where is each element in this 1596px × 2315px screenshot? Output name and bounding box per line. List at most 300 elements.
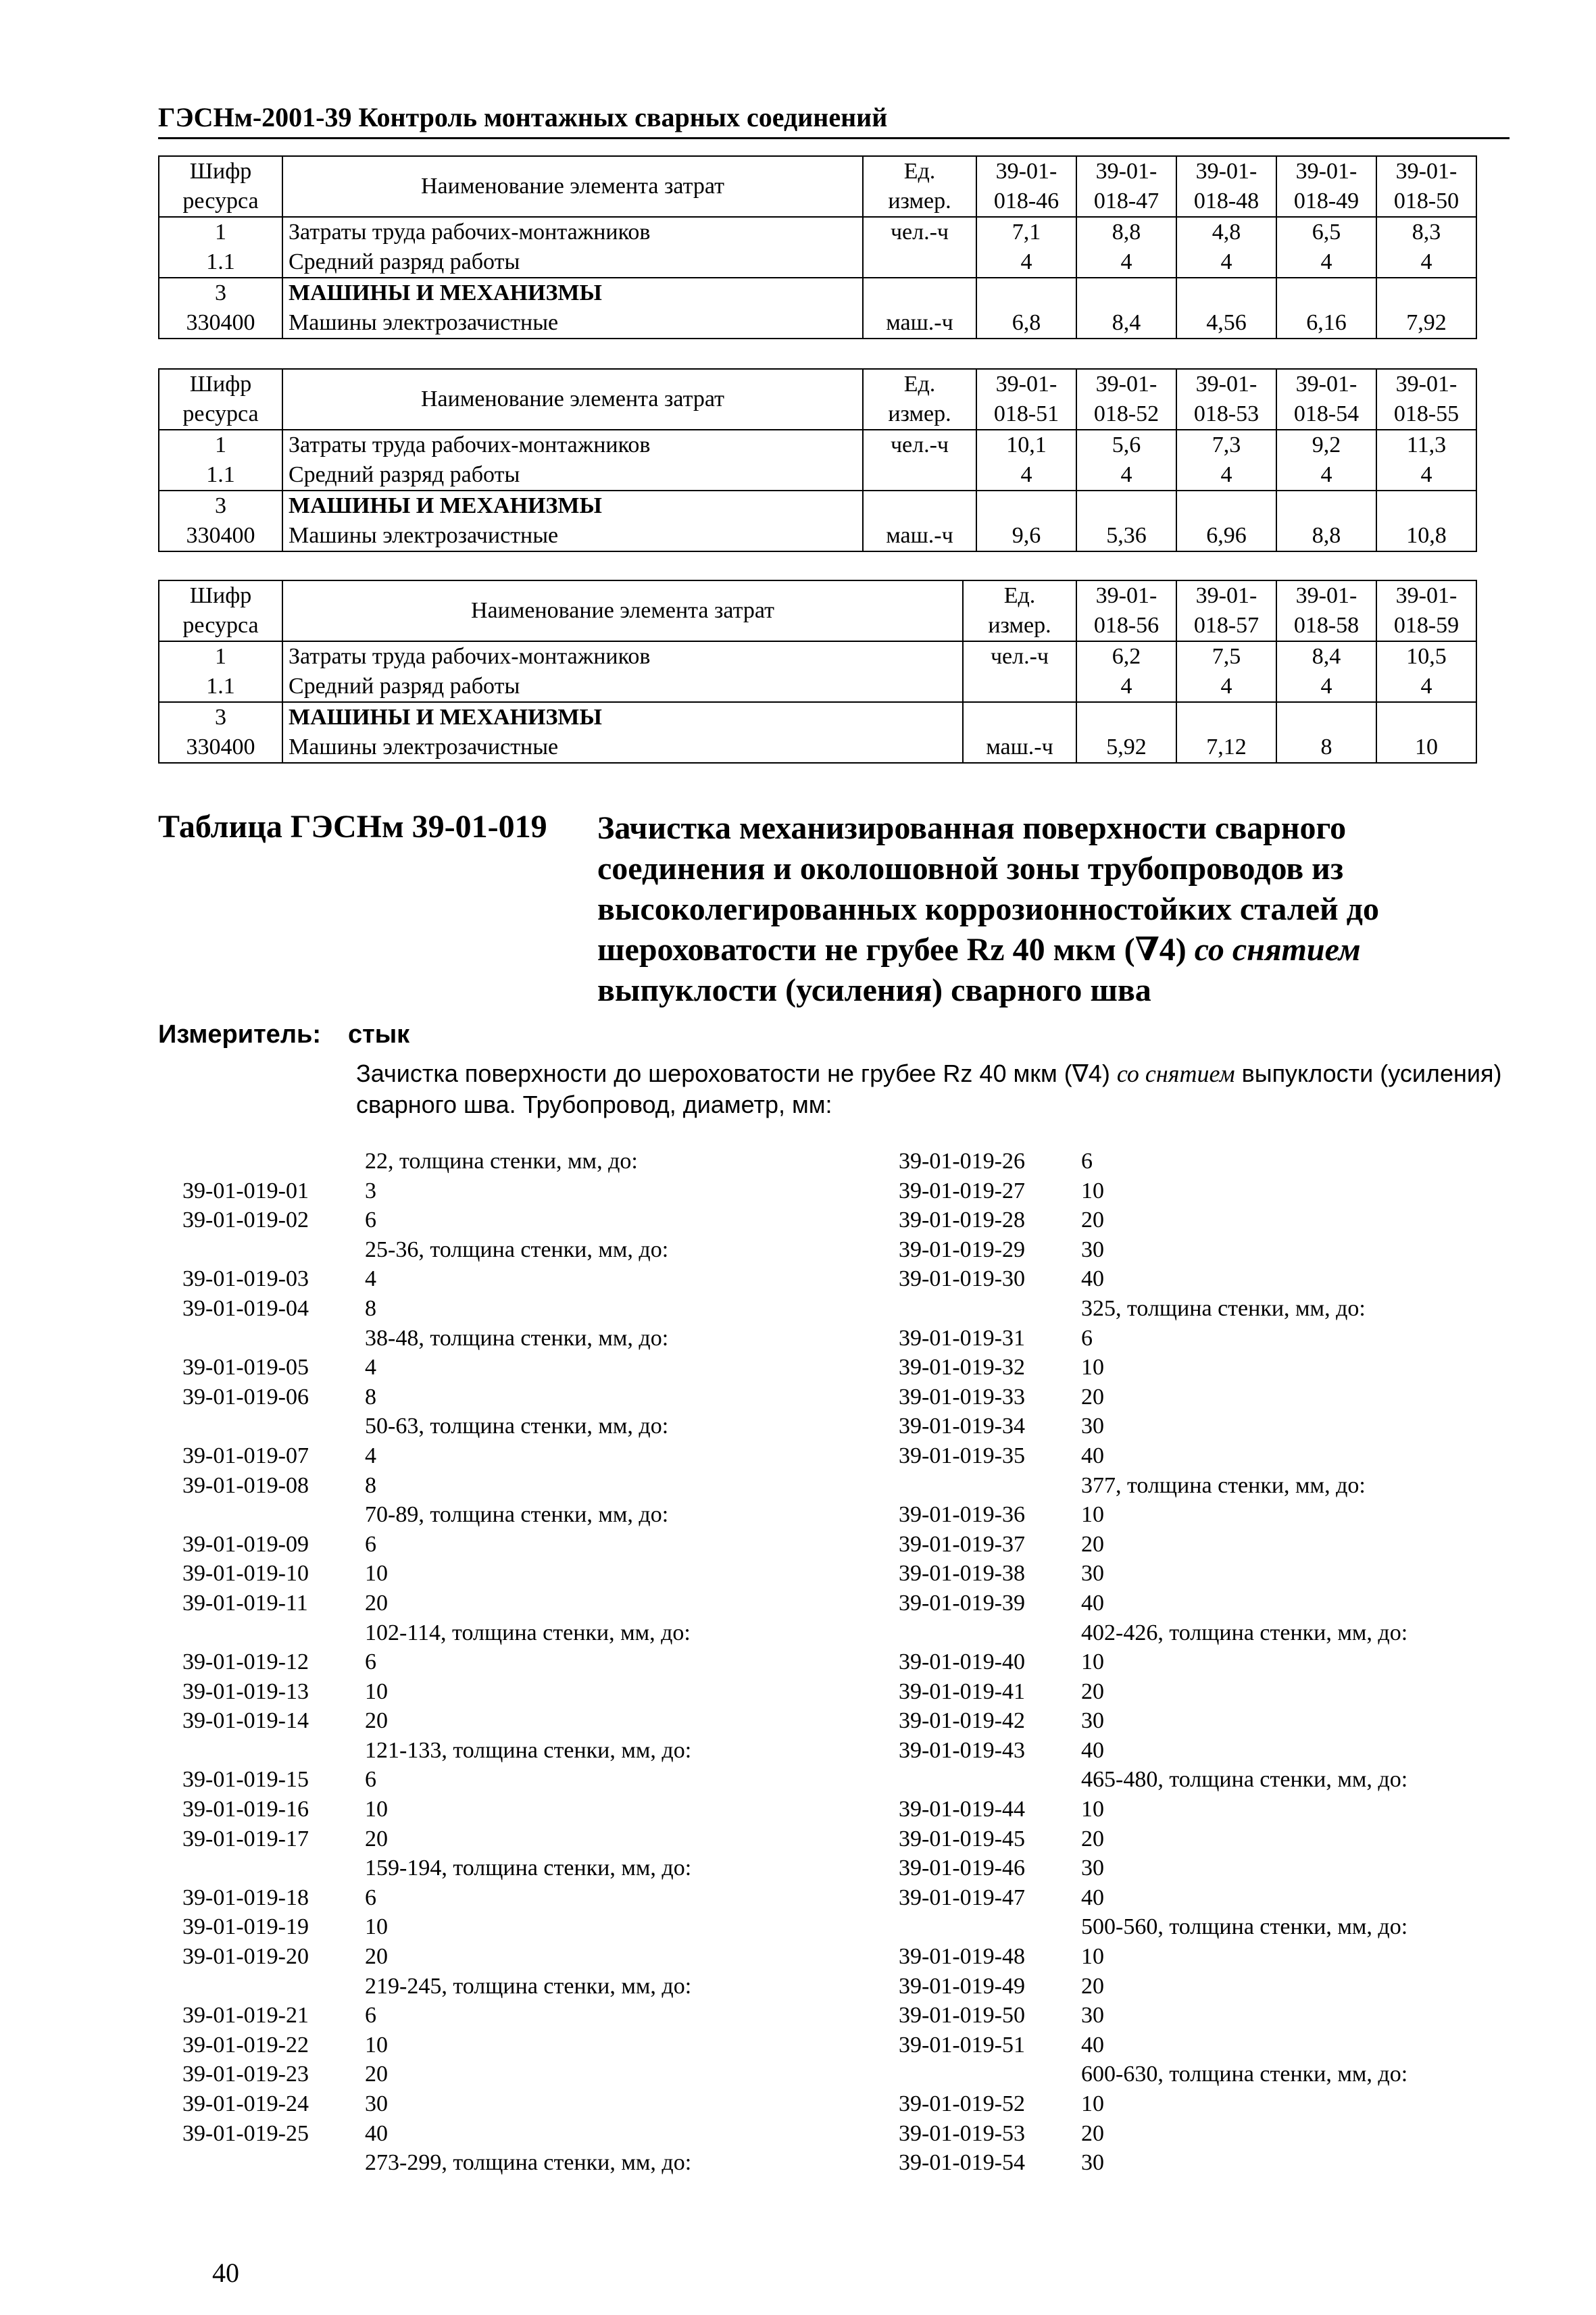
code-row xyxy=(899,2031,1507,2060)
code-row xyxy=(182,1205,723,1235)
work-description xyxy=(356,1058,1505,1120)
wall-thickness: 10 xyxy=(365,1914,388,1940)
resource-unit xyxy=(963,672,1076,702)
group-label: 38-48, толщина стенки, мм, до: xyxy=(365,1325,669,1351)
value-cell xyxy=(1176,491,1276,521)
norms-table-1 xyxy=(158,155,1477,339)
value-cell: 4 xyxy=(1276,247,1376,278)
rate-code: 39-01-019-08 xyxy=(182,1472,309,1498)
header-col-2: 018-48 xyxy=(1176,186,1276,217)
rate-code: 39-01-019-21 xyxy=(182,2003,309,2028)
header-col-3: 39-01- xyxy=(1276,369,1376,399)
value-cell xyxy=(1276,702,1376,732)
value-cell xyxy=(1276,491,1376,521)
rate-code: 39-01-019-30 xyxy=(899,1266,1025,1292)
group-label: 121-133, толщина стенки, мм, до: xyxy=(365,1737,692,1763)
code-row xyxy=(182,1912,723,1942)
wall-thickness: 10 xyxy=(1081,1944,1104,1970)
code-row xyxy=(899,1824,1507,1854)
resource-unit xyxy=(863,491,976,521)
header-col-1: 018-57 xyxy=(1176,611,1276,641)
header-col-0: 39-01- xyxy=(1076,580,1176,611)
wall-thickness: 6 xyxy=(365,1767,376,1793)
resource-unit: маш.-ч xyxy=(863,521,976,551)
page-number: 40 xyxy=(212,2258,239,2288)
rate-code: 39-01-019-01 xyxy=(182,1178,309,1203)
rate-code: 39-01-019-50 xyxy=(899,2003,1025,2028)
resource-code: 330400 xyxy=(159,308,282,339)
value-cell xyxy=(976,491,1076,521)
value-cell: 8,8 xyxy=(1076,217,1176,247)
diameter-group xyxy=(182,1412,723,1441)
code-row xyxy=(899,1795,1507,1824)
rate-code: 39-01-019-13 xyxy=(182,1678,309,1704)
resource-unit xyxy=(963,702,1076,732)
wall-thickness: 40 xyxy=(365,2120,388,2146)
header-col-4: 39-01- xyxy=(1376,369,1476,399)
header-code: ресурса xyxy=(159,399,282,430)
desc-part-2: со снятием xyxy=(1116,1060,1235,1087)
rate-code: 39-01-019-32 xyxy=(899,1355,1025,1380)
group-label: 70-89, толщина стенки, мм, до: xyxy=(365,1502,669,1528)
header-unit: Ед. xyxy=(963,580,1076,611)
rate-code: 39-01-019-16 xyxy=(182,1797,309,1822)
value-cell: 9,2 xyxy=(1276,430,1376,460)
wall-thickness: 10 xyxy=(1081,1178,1104,1203)
header-code: Шифр xyxy=(159,156,282,186)
code-row xyxy=(182,1471,723,1501)
resource-code: 1.1 xyxy=(159,247,282,278)
code-row xyxy=(182,2031,723,2060)
wall-thickness: 6 xyxy=(1081,1325,1093,1351)
resource-name: Машины электрозачистные xyxy=(282,308,863,339)
code-row xyxy=(899,1324,1507,1353)
resource-code: 1.1 xyxy=(159,460,282,491)
rate-code: 39-01-019-49 xyxy=(899,1973,1025,1999)
code-row xyxy=(182,2060,723,2089)
wall-thickness: 8 xyxy=(365,1472,376,1498)
value-cell: 8,8 xyxy=(1276,521,1376,551)
resource-name: Машины электрозачистные xyxy=(282,732,963,763)
diameter-group xyxy=(899,2060,1507,2089)
group-label: 500-560, толщина стенки, мм, до: xyxy=(1081,1914,1408,1940)
wall-thickness: 30 xyxy=(1081,2150,1104,2176)
rate-code: 39-01-019-41 xyxy=(899,1678,1025,1704)
value-cell: 5,6 xyxy=(1076,430,1176,460)
code-row xyxy=(182,1589,723,1618)
header-col-2: 018-53 xyxy=(1176,399,1276,430)
wall-thickness: 30 xyxy=(1081,1414,1104,1439)
wall-thickness: 30 xyxy=(365,2091,388,2116)
group-label: 273-299, толщина стенки, мм, до: xyxy=(365,2150,692,2176)
rate-code: 39-01-019-18 xyxy=(182,1885,309,1910)
rate-code: 39-01-019-35 xyxy=(899,1443,1025,1468)
diameter-group xyxy=(899,1294,1507,1324)
diameter-group xyxy=(182,1618,723,1648)
code-row xyxy=(899,1353,1507,1383)
value-cell: 6,5 xyxy=(1276,217,1376,247)
code-row xyxy=(899,1559,1507,1589)
resource-name: МАШИНЫ И МЕХАНИЗМЫ xyxy=(282,491,863,521)
rate-code: 39-01-019-28 xyxy=(899,1208,1025,1233)
rate-code: 39-01-019-12 xyxy=(182,1649,309,1675)
header-col-2: 39-01- xyxy=(1176,369,1276,399)
header-name: Наименование элемента затрат xyxy=(282,580,963,641)
rate-code: 39-01-019-38 xyxy=(899,1561,1025,1587)
header-col-3: 018-49 xyxy=(1276,186,1376,217)
wall-thickness: 10 xyxy=(1081,1797,1104,1822)
header-col-2: 39-01- xyxy=(1176,156,1276,186)
rate-code: 39-01-019-10 xyxy=(182,1561,309,1587)
wall-thickness: 20 xyxy=(1081,1384,1104,1410)
wall-thickness: 20 xyxy=(1081,2120,1104,2146)
group-label: 377, толщина стенки, мм, до: xyxy=(1081,1472,1366,1498)
code-row xyxy=(182,1795,723,1824)
wall-thickness: 30 xyxy=(1081,1561,1104,1587)
code-row xyxy=(899,1500,1507,1530)
resource-code: 330400 xyxy=(159,521,282,551)
header-unit: Ед. xyxy=(863,369,976,399)
wall-thickness: 30 xyxy=(1081,2003,1104,2028)
value-cell: 4,8 xyxy=(1176,217,1276,247)
table-title-italic: со снятием xyxy=(1194,932,1361,968)
code-row xyxy=(899,1706,1507,1736)
diameter-group xyxy=(182,1500,723,1530)
resource-unit: чел.-ч xyxy=(963,641,1076,672)
rate-code: 39-01-019-05 xyxy=(182,1355,309,1380)
value-cell: 6,8 xyxy=(976,308,1076,339)
rate-code: 39-01-019-19 xyxy=(182,1914,309,1940)
code-row xyxy=(182,1883,723,1913)
header-col-4: 018-55 xyxy=(1376,399,1476,430)
rate-code: 39-01-019-02 xyxy=(182,1208,309,1233)
wall-thickness: 10 xyxy=(1081,2091,1104,2116)
value-cell: 4 xyxy=(976,247,1076,278)
resource-name: Затраты труда рабочих-монтажников xyxy=(282,641,963,672)
rate-code: 39-01-019-24 xyxy=(182,2091,309,2116)
rate-code: 39-01-019-20 xyxy=(182,1944,309,1970)
header-col-2: 39-01- xyxy=(1276,580,1376,611)
wall-thickness: 6 xyxy=(365,1885,376,1910)
header-unit: измер. xyxy=(863,399,976,430)
resource-code: 330400 xyxy=(159,732,282,763)
code-row xyxy=(182,1294,723,1324)
group-label: 465-480, толщина стенки, мм, до: xyxy=(1081,1767,1408,1793)
wall-thickness: 40 xyxy=(1081,1443,1104,1468)
diameter-group xyxy=(182,1147,723,1176)
measurer-label: Измеритель: xyxy=(158,1020,321,1049)
wall-thickness: 20 xyxy=(365,2062,388,2087)
header-col-4: 39-01- xyxy=(1376,156,1476,186)
rate-code: 39-01-019-09 xyxy=(182,1531,309,1557)
header-col-0: 018-56 xyxy=(1076,611,1176,641)
rate-code: 39-01-019-42 xyxy=(899,1708,1025,1734)
table-title-end: выпуклости (усиления) сварного шва xyxy=(597,972,1151,1008)
resource-name: Средний разряд работы xyxy=(282,672,963,702)
header-col-4: 018-50 xyxy=(1376,186,1476,217)
value-cell xyxy=(1376,278,1476,308)
header-code: Шифр xyxy=(159,369,282,399)
resource-unit: маш.-ч xyxy=(963,732,1076,763)
resource-code: 3 xyxy=(159,278,282,308)
value-cell: 8,4 xyxy=(1076,308,1176,339)
value-cell: 4 xyxy=(1176,672,1276,702)
rate-code: 39-01-019-39 xyxy=(899,1590,1025,1616)
table-title xyxy=(597,808,1510,1011)
wall-thickness: 30 xyxy=(1081,1856,1104,1881)
table-label: Таблица ГЭСНм 39-01-019 xyxy=(158,809,547,845)
header-col-1: 39-01- xyxy=(1076,156,1176,186)
resource-code: 1 xyxy=(159,641,282,672)
norms-table-3 xyxy=(158,580,1477,764)
wall-thickness: 20 xyxy=(365,1708,388,1734)
rate-code: 39-01-019-33 xyxy=(899,1384,1025,1410)
value-cell xyxy=(1176,702,1276,732)
resource-name: Затраты труда рабочих-монтажников xyxy=(282,217,863,247)
value-cell: 4 xyxy=(1176,460,1276,491)
header-unit: измер. xyxy=(863,186,976,217)
code-row xyxy=(182,1353,723,1383)
wall-thickness: 6 xyxy=(1081,1149,1093,1174)
resource-unit: чел.-ч xyxy=(863,217,976,247)
value-cell: 7,12 xyxy=(1176,732,1276,763)
wall-thickness: 10 xyxy=(365,1561,388,1587)
wall-thickness: 10 xyxy=(1081,1355,1104,1380)
rate-code: 39-01-019-44 xyxy=(899,1797,1025,1822)
resource-unit xyxy=(863,278,976,308)
code-row xyxy=(899,1942,1507,1972)
value-cell: 11,3 xyxy=(1376,430,1476,460)
header-code: ресурса xyxy=(159,186,282,217)
code-row xyxy=(182,1824,723,1854)
rate-code: 39-01-019-04 xyxy=(182,1295,309,1321)
wall-thickness: 6 xyxy=(365,1531,376,1557)
rate-code: 39-01-019-54 xyxy=(899,2150,1025,2176)
rate-code: 39-01-019-51 xyxy=(899,2032,1025,2058)
group-label: 102-114, толщина стенки, мм, до: xyxy=(365,1620,691,1645)
header-col-0: 018-51 xyxy=(976,399,1076,430)
rate-code: 39-01-019-34 xyxy=(899,1414,1025,1439)
resource-code: 3 xyxy=(159,491,282,521)
wall-thickness: 10 xyxy=(365,2032,388,2058)
header-col-3: 018-59 xyxy=(1376,611,1476,641)
value-cell: 4 xyxy=(1176,247,1276,278)
rate-code: 39-01-019-17 xyxy=(182,1826,309,1851)
wall-thickness: 10 xyxy=(1081,1649,1104,1675)
resource-name: Затраты труда рабочих-монтажников xyxy=(282,430,863,460)
diameter-group xyxy=(182,1235,723,1265)
rate-code: 39-01-019-22 xyxy=(182,2032,309,2058)
rate-code: 39-01-019-03 xyxy=(182,1266,309,1292)
value-cell xyxy=(1176,278,1276,308)
rate-code: 39-01-019-27 xyxy=(899,1178,1025,1203)
code-row xyxy=(899,1383,1507,1412)
rate-code: 39-01-019-11 xyxy=(182,1590,308,1616)
code-row xyxy=(182,1677,723,1707)
wall-thickness: 40 xyxy=(1081,1266,1104,1292)
value-cell: 4 xyxy=(1376,672,1476,702)
code-row xyxy=(899,1736,1507,1766)
value-cell xyxy=(1076,491,1176,521)
header-col-3: 018-54 xyxy=(1276,399,1376,430)
code-row xyxy=(182,1530,723,1560)
diameter-group xyxy=(182,1324,723,1353)
value-cell: 8,4 xyxy=(1276,641,1376,672)
value-cell: 7,92 xyxy=(1376,308,1476,339)
wall-thickness: 6 xyxy=(365,1208,376,1233)
wall-thickness: 10 xyxy=(365,1678,388,1704)
resource-code: 1 xyxy=(159,217,282,247)
code-row xyxy=(182,1264,723,1294)
wall-thickness: 10 xyxy=(1081,1502,1104,1528)
rate-code: 39-01-019-25 xyxy=(182,2120,309,2146)
rate-code: 39-01-019-48 xyxy=(899,1944,1025,1970)
value-cell: 10,8 xyxy=(1376,521,1476,551)
code-row xyxy=(182,1765,723,1795)
resource-unit: чел.-ч xyxy=(863,430,976,460)
code-row xyxy=(899,1972,1507,2001)
wall-thickness: 30 xyxy=(1081,1237,1104,1262)
codes-list-right xyxy=(899,1147,1507,2178)
measurer xyxy=(158,1020,409,1049)
header-col-1: 018-52 xyxy=(1076,399,1176,430)
resource-code: 1.1 xyxy=(159,672,282,702)
value-cell: 7,3 xyxy=(1176,430,1276,460)
value-cell: 6,2 xyxy=(1076,641,1176,672)
wall-thickness: 4 xyxy=(365,1355,376,1380)
value-cell: 4 xyxy=(1076,460,1176,491)
header-col-1: 39-01- xyxy=(1076,369,1176,399)
wall-thickness: 40 xyxy=(1081,2032,1104,2058)
wall-thickness: 10 xyxy=(365,1797,388,1822)
diameter-group xyxy=(182,1853,723,1883)
wall-thickness: 20 xyxy=(365,1826,388,1851)
wall-thickness: 30 xyxy=(1081,1708,1104,1734)
value-cell: 4 xyxy=(1376,460,1476,491)
group-label: 25-36, толщина стенки, мм, до: xyxy=(365,1237,669,1262)
value-cell: 7,5 xyxy=(1176,641,1276,672)
code-row xyxy=(899,2119,1507,2149)
resource-unit xyxy=(863,247,976,278)
rate-code: 39-01-019-40 xyxy=(899,1649,1025,1675)
measurer-value: стык xyxy=(347,1020,410,1049)
rate-code: 39-01-019-45 xyxy=(899,1826,1025,1851)
table-title-main: Зачистка механизированная поверхности сварного соединения и околошовной зоны трубопроводов из высоколегированных коррозионностойких сталей до шероховатости не грубее Rz 40 мкм (∇4) xyxy=(597,810,1379,968)
value-cell xyxy=(1376,702,1476,732)
code-row xyxy=(899,1647,1507,1677)
header-col-1: 018-47 xyxy=(1076,186,1176,217)
code-row xyxy=(182,1942,723,1972)
header-col-3: 39-01- xyxy=(1376,580,1476,611)
wall-thickness: 20 xyxy=(1081,1678,1104,1704)
header-col-2: 018-58 xyxy=(1276,611,1376,641)
diameter-group xyxy=(182,1736,723,1766)
code-row xyxy=(182,1176,723,1206)
group-label: 22, толщина стенки, мм, до: xyxy=(365,1149,638,1174)
value-cell: 5,36 xyxy=(1076,521,1176,551)
value-cell: 5,92 xyxy=(1076,732,1176,763)
diameter-group xyxy=(899,1765,1507,1795)
header-col-0: 018-46 xyxy=(976,186,1076,217)
code-row xyxy=(899,1853,1507,1883)
group-label: 600-630, толщина стенки, мм, до: xyxy=(1081,2062,1408,2087)
header-unit: Ед. xyxy=(863,156,976,186)
wall-thickness: 40 xyxy=(1081,1737,1104,1763)
rate-code: 39-01-019-52 xyxy=(899,2091,1025,2116)
value-cell: 8 xyxy=(1276,732,1376,763)
page-header: ГЭСНм-2001-39 Контроль монтажных сварных соединений xyxy=(158,101,1510,139)
code-row xyxy=(182,2001,723,2031)
header-code: ресурса xyxy=(159,611,282,641)
header-col-0: 39-01- xyxy=(976,369,1076,399)
header-name: Наименование элемента затрат xyxy=(282,369,863,430)
value-cell xyxy=(976,278,1076,308)
group-label: 402-426, толщина стенки, мм, до: xyxy=(1081,1620,1408,1645)
wall-thickness: 20 xyxy=(1081,1531,1104,1557)
wall-thickness: 6 xyxy=(365,1649,376,1675)
wall-thickness: 40 xyxy=(1081,1590,1104,1616)
wall-thickness: 20 xyxy=(365,1590,388,1616)
value-cell: 4,56 xyxy=(1176,308,1276,339)
desc-part-3: выпуклости (усиления) сварного шва. Трубопровод, диаметр, мм: xyxy=(356,1060,1502,1118)
code-row xyxy=(899,1176,1507,1206)
value-cell xyxy=(1276,278,1376,308)
wall-thickness: 8 xyxy=(365,1384,376,1410)
wall-thickness: 20 xyxy=(1081,1208,1104,1233)
code-row xyxy=(899,2148,1507,2178)
rate-code: 39-01-019-46 xyxy=(899,1856,1025,1881)
wall-thickness: 20 xyxy=(365,1944,388,1970)
rate-code: 39-01-019-26 xyxy=(899,1149,1025,1174)
value-cell: 6,96 xyxy=(1176,521,1276,551)
desc-part-1: Зачистка поверхности до шероховатости не грубее Rz 40 мкм (∇4) xyxy=(356,1060,1110,1087)
rate-code: 39-01-019-15 xyxy=(182,1767,309,1793)
rate-code: 39-01-019-53 xyxy=(899,2120,1025,2146)
code-row xyxy=(182,1559,723,1589)
value-cell: 4 xyxy=(1276,460,1376,491)
group-label: 159-194, толщина стенки, мм, до: xyxy=(365,1856,692,1881)
code-row xyxy=(899,1205,1507,1235)
code-row xyxy=(182,2089,723,2119)
rate-code: 39-01-019-47 xyxy=(899,1885,1025,1910)
header-col-3: 39-01- xyxy=(1276,156,1376,186)
wall-thickness: 40 xyxy=(1081,1885,1104,1910)
diameter-group xyxy=(899,1471,1507,1501)
resource-code: 1 xyxy=(159,430,282,460)
rate-code: 39-01-019-07 xyxy=(182,1443,309,1468)
code-row xyxy=(182,1706,723,1736)
resource-name: МАШИНЫ И МЕХАНИЗМЫ xyxy=(282,278,863,308)
code-row xyxy=(899,1589,1507,1618)
header-name: Наименование элемента затрат xyxy=(282,156,863,217)
value-cell xyxy=(1076,702,1176,732)
code-row xyxy=(899,1147,1507,1176)
value-cell: 4 xyxy=(1376,247,1476,278)
value-cell: 4 xyxy=(1276,672,1376,702)
rate-code: 39-01-019-37 xyxy=(899,1531,1025,1557)
code-row xyxy=(899,2089,1507,2119)
group-label: 50-63, толщина стенки, мм, до: xyxy=(365,1414,669,1439)
value-cell: 6,16 xyxy=(1276,308,1376,339)
code-row xyxy=(899,1530,1507,1560)
resource-name: Машины электрозачистные xyxy=(282,521,863,551)
rate-code: 39-01-019-23 xyxy=(182,2062,309,2087)
value-cell: 10,1 xyxy=(976,430,1076,460)
rate-code: 39-01-019-31 xyxy=(899,1325,1025,1351)
resource-unit xyxy=(863,460,976,491)
code-row xyxy=(899,2001,1507,2031)
header-unit: измер. xyxy=(963,611,1076,641)
